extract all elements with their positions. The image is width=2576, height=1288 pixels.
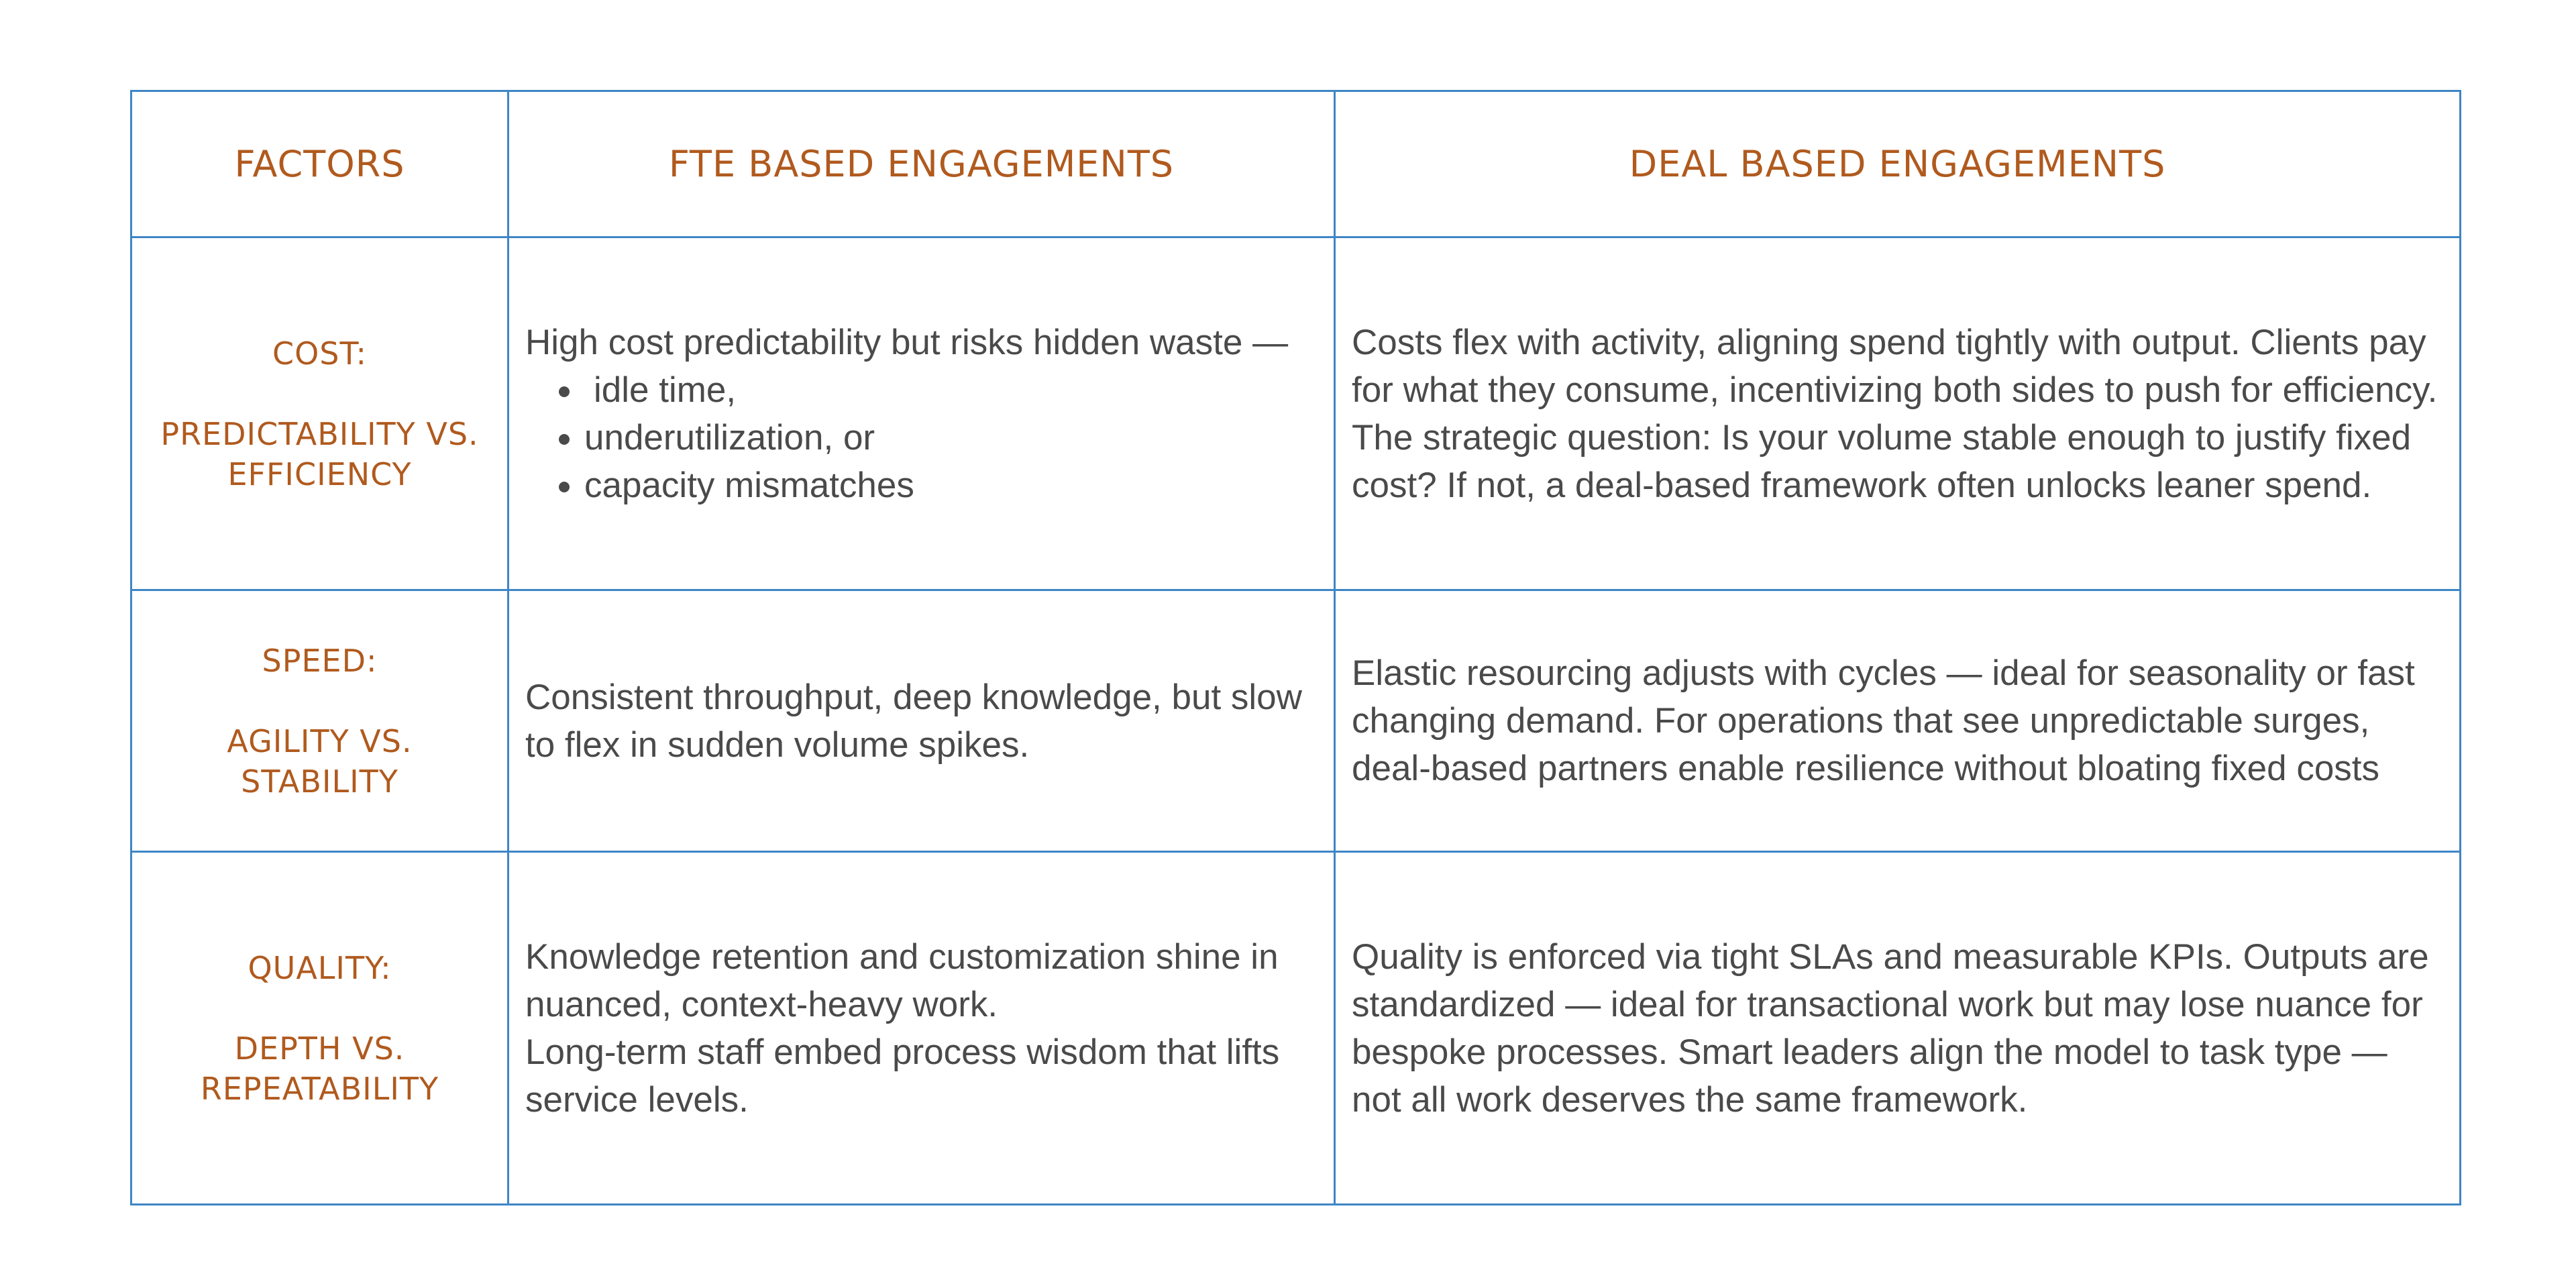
fte-quality-p1: Knowledge retention and customization shine in nuanced, context-heavy work. — [525, 936, 1279, 1024]
factor-title: SPEED: — [262, 642, 378, 679]
table-header-row — [131, 91, 2461, 237]
factor-subtitle: PREDICTABILITY VS. EFFICIENCY — [160, 415, 479, 492]
factor-title: QUALITY: — [248, 949, 392, 986]
deal-speed-text: Elastic resourcing adjusts with cycles — ideal for seasonality or fast changing demand. For operations that see unpredictable surges, deal-based partners enable resilience without bloating fixed costs — [1352, 653, 2415, 788]
header-fte: FTE BASED ENGAGEMENTS — [508, 91, 1335, 237]
factor-cell-quality — [131, 852, 508, 1205]
fte-speed-text: Consistent throughput, deep knowledge, but slow to flex in sudden volume spikes. — [525, 677, 1302, 765]
header-factors: FACTORS — [131, 91, 508, 237]
header-deal: DEAL BASED ENGAGEMENTS — [1335, 91, 2461, 237]
factor-cell-speed — [131, 590, 508, 852]
deal-cost-text: Costs flex with activity, aligning spend tightly with output. Clients pay for what they consume, incentivizing both sides to push for efficiency. The strategic question: Is your volume stable enough to justify fixed cost? If not, a deal-based framework often unlocks leaner spend. — [1352, 322, 2438, 505]
factor-title: COST: — [272, 335, 368, 372]
fte-cost-intro: High cost predictability but risks hidden waste — — [525, 322, 1289, 362]
comparison-table — [130, 90, 2461, 1205]
table-row — [131, 237, 2461, 590]
deal-cell-quality — [1335, 852, 2461, 1205]
deal-cell-speed — [1335, 590, 2461, 852]
table-row — [131, 590, 2461, 852]
list-item: • idle time, — [584, 366, 1319, 414]
list-item: • capacity mismatches — [584, 462, 1319, 509]
factor-cell-cost — [131, 237, 508, 590]
deal-quality-text: Quality is enforced via tight SLAs and measurable KPIs. Outputs are standardized — ideal for transactional work but may lose nuance for bespoke processes. Smart leaders align the model to task type — not all work deserves the same framework. — [1352, 936, 2429, 1120]
factor-subtitle: DEPTH VS. REPEATABILITY — [200, 1030, 439, 1107]
fte-cost-bullets — [525, 366, 1319, 509]
deal-cell-cost — [1335, 237, 2461, 590]
fte-cell-cost — [508, 237, 1335, 590]
factor-subtitle: AGILITY VS. STABILITY — [227, 722, 413, 800]
list-item: • underutilization, or — [584, 414, 1319, 462]
fte-cell-quality — [508, 852, 1335, 1205]
table-row — [131, 852, 2461, 1205]
comparison-table-frame — [130, 90, 2459, 1202]
fte-quality-p2: Long-term staff embed process wisdom that lifts service levels. — [525, 1032, 1280, 1120]
fte-cell-speed — [508, 590, 1335, 852]
